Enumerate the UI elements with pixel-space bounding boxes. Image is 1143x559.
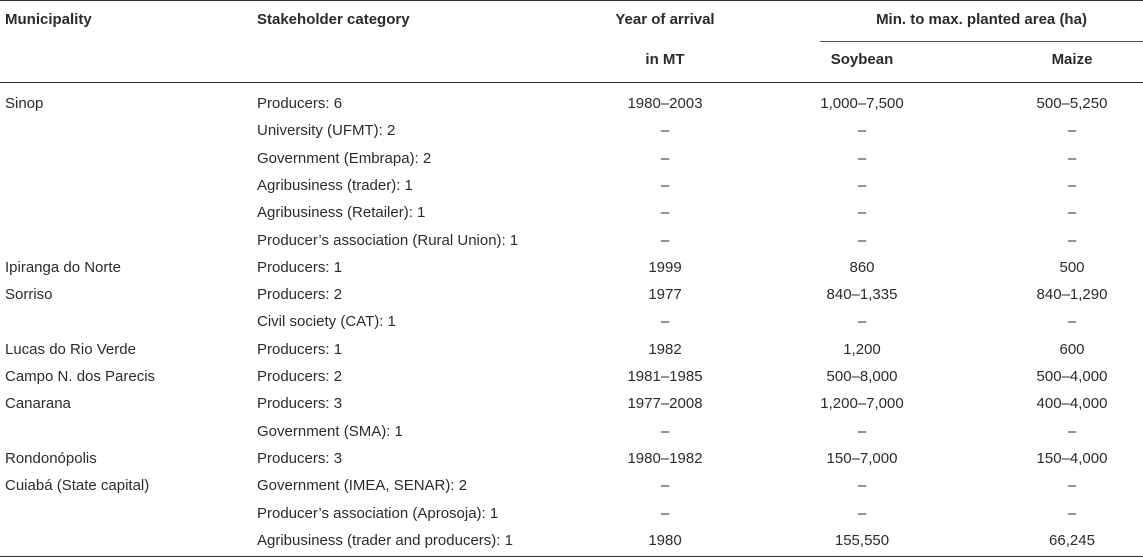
cell-stakeholder-category: Producer’s association (Aprosoja): 1: [257, 504, 499, 522]
cell-year-of-arrival: –: [660, 313, 670, 331]
table-row: [0, 368, 1143, 395]
cell-maize-area: 66,245: [1049, 531, 1095, 549]
cell-soybean-area: 1,200–7,000: [820, 395, 904, 413]
cell-maize-area: –: [1067, 504, 1077, 522]
cell-soybean-area: –: [857, 313, 867, 331]
cell-stakeholder-category: Government (SMA): 1: [257, 422, 403, 440]
header-planted-area: Min. to max. planted area (ha): [876, 11, 1087, 28]
cell-soybean-area: –: [857, 176, 867, 194]
table-row: [0, 177, 1143, 204]
cell-stakeholder-category: Civil society (CAT): 1: [257, 313, 396, 331]
cell-year-of-arrival: –: [660, 231, 670, 249]
header-stakeholder-category: Stakeholder category: [257, 11, 410, 28]
cell-maize-area: 500: [1059, 258, 1085, 276]
table-row: [0, 532, 1143, 559]
cell-soybean-area: 1,000–7,500: [820, 95, 904, 112]
cell-maize-area: –: [1067, 204, 1077, 222]
cell-year-of-arrival: 1977–2008: [627, 395, 703, 413]
cell-maize-area: 150–4,000: [1036, 449, 1108, 467]
cell-maize-area: –: [1067, 149, 1077, 167]
cell-maize-area: 500–4,000: [1036, 368, 1108, 385]
cell-maize-area: –: [1067, 231, 1077, 249]
cell-year-of-arrival: –: [660, 176, 670, 194]
cell-year-of-arrival: 1980–2003: [627, 95, 703, 112]
cell-soybean-area: –: [857, 122, 867, 140]
cell-maize-area: –: [1067, 477, 1077, 495]
table-row: [0, 232, 1143, 259]
cell-municipality: Sinop: [5, 95, 44, 112]
table-row: [0, 150, 1143, 177]
table-row: [0, 122, 1143, 149]
header-soybean: Soybean: [830, 51, 894, 68]
cell-year-of-arrival: –: [660, 504, 670, 522]
cell-year-of-arrival: –: [660, 204, 670, 222]
cell-soybean-area: 860: [849, 258, 875, 276]
cell-soybean-area: –: [857, 204, 867, 222]
cell-maize-area: 600: [1059, 340, 1085, 358]
cell-municipality: Lucas do Rio Verde: [5, 340, 136, 358]
cell-stakeholder-category: Producers: 6: [257, 95, 343, 112]
table-top-rule: [0, 0, 1143, 1]
table-row: [0, 423, 1143, 450]
cell-year-of-arrival: –: [660, 122, 670, 140]
cell-year-of-arrival: –: [660, 149, 670, 167]
cell-stakeholder-category: Agribusiness (trader): 1: [257, 176, 413, 194]
cell-soybean-area: 1,200: [843, 340, 881, 358]
cell-maize-area: –: [1067, 422, 1077, 440]
cell-year-of-arrival: 1977: [648, 286, 682, 304]
cell-maize-area: –: [1067, 176, 1077, 194]
table-row: [0, 450, 1143, 477]
cell-stakeholder-category: Producers: 1: [257, 258, 343, 276]
table-row: [0, 313, 1143, 340]
cell-stakeholder-category: Agribusiness (Retailer): 1: [257, 204, 426, 222]
cell-maize-area: –: [1067, 122, 1077, 140]
cell-soybean-area: 500–8,000: [826, 368, 898, 385]
cell-soybean-area: 840–1,335: [826, 286, 898, 304]
cell-stakeholder-category: Producers: 3: [257, 395, 343, 413]
header-year-in-mt: in MT: [645, 51, 685, 68]
header-sub-rule: [820, 41, 1143, 42]
cell-year-of-arrival: 1982: [648, 340, 682, 358]
header-municipality: Municipality: [5, 11, 92, 28]
cell-soybean-area: 155,550: [834, 531, 890, 549]
table-row: [0, 395, 1143, 422]
cell-municipality: Rondonópolis: [5, 449, 97, 467]
cell-year-of-arrival: 1981–1985: [627, 368, 703, 385]
table-row: [0, 341, 1143, 368]
cell-year-of-arrival: 1980: [648, 531, 682, 549]
cell-stakeholder-category: Producers: 3: [257, 449, 343, 467]
cell-municipality: Cuiabá (State capital): [5, 477, 150, 495]
cell-soybean-area: –: [857, 149, 867, 167]
cell-soybean-area: –: [857, 504, 867, 522]
table-row: [0, 286, 1143, 313]
cell-year-of-arrival: –: [660, 477, 670, 495]
cell-soybean-area: –: [857, 231, 867, 249]
cell-maize-area: 500–5,250: [1036, 95, 1108, 112]
cell-soybean-area: –: [857, 422, 867, 440]
cell-stakeholder-category: Government (IMEA, SENAR): 2: [257, 477, 468, 495]
cell-soybean-area: –: [857, 477, 867, 495]
cell-maize-area: 840–1,290: [1036, 286, 1108, 304]
cell-year-of-arrival: –: [660, 422, 670, 440]
table-row: [0, 204, 1143, 231]
cell-municipality: Campo N. dos Parecis: [5, 368, 156, 385]
cell-year-of-arrival: 1980–1982: [627, 449, 703, 467]
header-maize: Maize: [1051, 51, 1093, 68]
cell-stakeholder-category: University (UFMT): 2: [257, 122, 396, 140]
cell-stakeholder-category: Producers: 1: [257, 340, 343, 358]
cell-municipality: Canarana: [5, 395, 71, 413]
cell-year-of-arrival: 1999: [648, 258, 682, 276]
cell-stakeholder-category: Agribusiness (trader and producers): 1: [257, 531, 513, 549]
cell-stakeholder-category: Producer’s association (Rural Union): 1: [257, 231, 519, 249]
cell-soybean-area: 150–7,000: [826, 449, 898, 467]
cell-stakeholder-category: Producers: 2: [257, 368, 343, 385]
table-row: [0, 259, 1143, 286]
table-row: [0, 505, 1143, 532]
table-row: [0, 477, 1143, 504]
header-bottom-rule: [0, 82, 1143, 83]
cell-municipality: Sorriso: [5, 286, 53, 304]
cell-stakeholder-category: Producers: 2: [257, 286, 343, 304]
table-row: [0, 95, 1143, 122]
cell-maize-area: 400–4,000: [1036, 395, 1108, 413]
cell-maize-area: –: [1067, 313, 1077, 331]
cell-municipality: Ipiranga do Norte: [5, 258, 121, 276]
cell-stakeholder-category: Government (Embrapa): 2: [257, 149, 432, 167]
header-year-of-arrival: Year of arrival: [615, 11, 715, 28]
